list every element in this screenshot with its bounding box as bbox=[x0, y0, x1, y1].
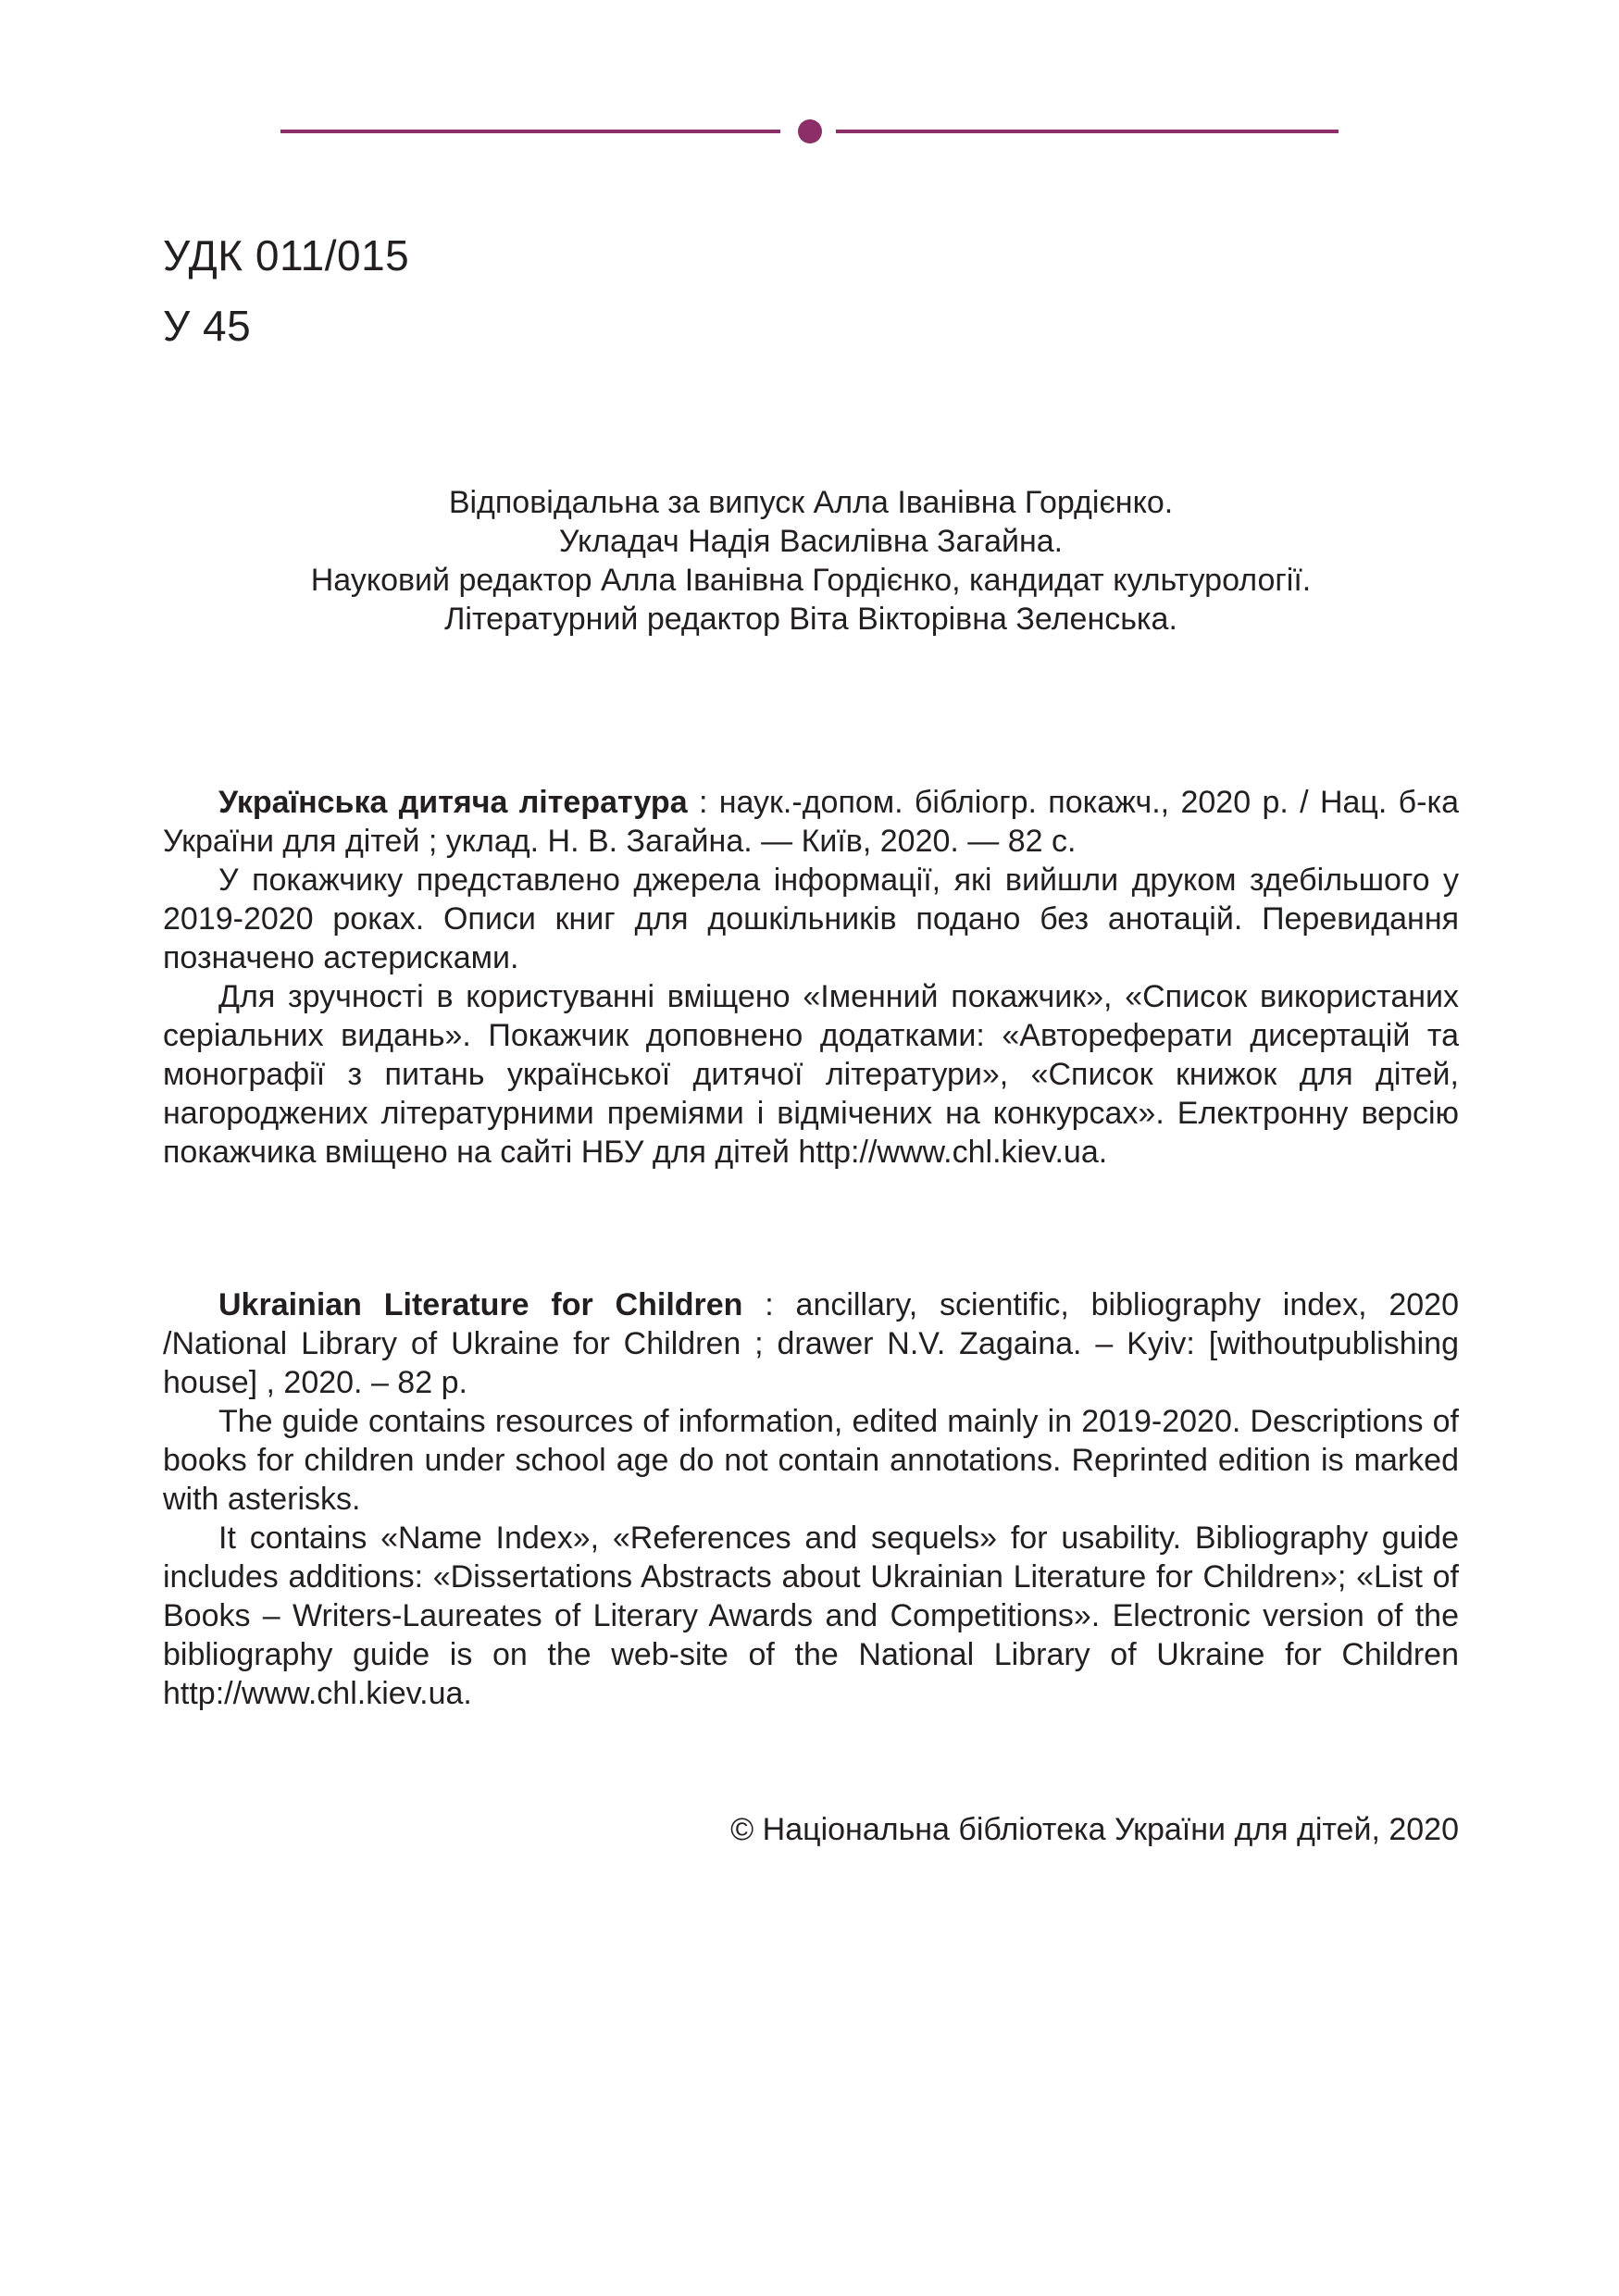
annotation-paragraph-ua-2: Для зручності в користуванні вміщено «Іменний покажчик», «Список використаних серіальних видань». Покажчик доповнено додатками: «Автореферати дисертацій та монографії з питань української дитячої літератури», «Список книжок для дітей, нагороджених літературними преміями і відмічених на конкурсах». Електронну версію покажчика вміщено на сайті НБУ для дітей http://www.chl.kiev.ua. bbox=[163, 979, 1459, 1170]
credits-block bbox=[163, 483, 1459, 639]
credit-line-scientific-editor: Науковий редактор Алла Іванівна Гордієнко, кандидат культурології. bbox=[310, 563, 1312, 598]
annotation-paragraph-en-1: The guide contains resources of information, edited mainly in 2019-2020. Descriptions of books for children under school age do not contain annotations. Reprinted edition is marked with asterisks. bbox=[163, 1404, 1459, 1517]
annotation-english bbox=[163, 1285, 1459, 1713]
credit-line-responsible: Відповідальна за випуск Алла Іванівна Гордієнко. bbox=[448, 485, 1174, 520]
book-title-en: Ukrainian Literature for Children bbox=[218, 1287, 743, 1322]
divider-line-right bbox=[836, 130, 1339, 133]
divider-line-left bbox=[280, 130, 780, 133]
annotation-paragraph-en-2: It contains «Name Index», «References and sequels» for usability. Bibliography guide includes additions: «Dissertations Abstracts about Ukrainian Literature for Children»; «List of Books – Writers-Laureates of Literary Awards and Competitions». Electronic version of the bibliography guide is on the web-site of the National Library of Ukraine for Children http://www.chl.kiev.ua. bbox=[163, 1520, 1459, 1711]
classification-block bbox=[163, 220, 409, 361]
citation-paragraph-ua bbox=[163, 783, 1459, 861]
citation-text-en: : ancillary, scientific, bibliography index, 2020 /National Library of Ukraine for Children ; drawer N.V. Zagaina. – Kyiv: [withoutpublishing house] , 2020. – 82 p. bbox=[163, 1287, 1459, 1400]
credit-line-literary-editor: Літературний редактор Віта Вікторівна Зеленська. bbox=[444, 602, 1177, 637]
credit-line-compiler: Укладач Надія Василівна Загайна. bbox=[558, 524, 1064, 559]
author-mark: У 45 bbox=[163, 302, 252, 350]
annotation-ukrainian bbox=[163, 783, 1459, 1172]
divider-dot bbox=[798, 119, 822, 143]
annotation-paragraph-ua-1: У покажчику представлено джерела інформації, які вийшли друком здебільшого у 2019-2020 роках. Описи книг для дошкільників подано без анотацій. Перевидання позначено астерисками. bbox=[163, 863, 1459, 975]
header-divider bbox=[280, 118, 1339, 144]
book-title-ua: Українська дитяча література bbox=[218, 785, 688, 820]
citation-paragraph-en bbox=[163, 1285, 1459, 1402]
udk-code: УДК 011/015 bbox=[163, 231, 410, 279]
copyright-notice: © Національна бібліотека України для дітей, 2020 bbox=[730, 1812, 1459, 1847]
citation-text-ua: : наук.-допом. бібліогр. покажч., 2020 р. / Нац. б-ка України для дітей ; уклад. Н. В. Загайна. — Київ, 2020. — 82 с. bbox=[163, 785, 1459, 859]
